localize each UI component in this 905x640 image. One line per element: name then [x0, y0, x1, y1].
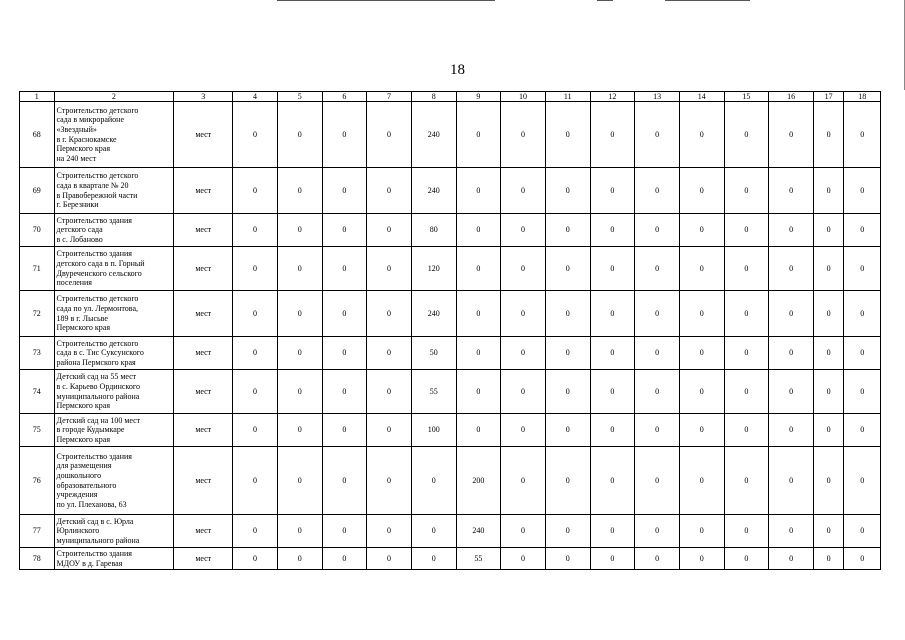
object-name: Строительство здания детского сада в п. Горный Двуреченского сельского поселения — [54, 247, 174, 291]
value-cell: 0 — [277, 102, 322, 168]
value-cell: 0 — [501, 414, 546, 447]
unit-cell: мест — [174, 414, 233, 447]
value-cell: 0 — [456, 214, 501, 247]
value-cell: 0 — [277, 247, 322, 291]
value-cell: 0 — [233, 214, 278, 247]
object-name: Строительство детского сада по ул. Лермонтова, 189 в г. Лысьве Пермского края — [54, 291, 174, 337]
value-cell: 0 — [501, 370, 546, 414]
value-cell: 0 — [769, 291, 814, 337]
value-cell: 0 — [844, 168, 881, 214]
row-number: 71 — [20, 247, 55, 291]
row-number: 75 — [20, 414, 55, 447]
column-header: 17 — [813, 92, 843, 102]
value-cell: 0 — [501, 214, 546, 247]
row-number: 74 — [20, 370, 55, 414]
value-cell: 0 — [277, 291, 322, 337]
value-cell: 0 — [813, 214, 843, 247]
value-cell: 0 — [456, 247, 501, 291]
value-cell: 0 — [233, 247, 278, 291]
unit-cell: мест — [174, 548, 233, 570]
value-cell: 100 — [411, 414, 456, 447]
column-header: 1 — [20, 92, 55, 102]
value-cell: 0 — [813, 447, 843, 515]
value-cell: 0 — [590, 214, 635, 247]
value-cell: 0 — [590, 291, 635, 337]
row-number: 77 — [20, 515, 55, 548]
value-cell: 0 — [769, 337, 814, 370]
value-cell: 0 — [322, 247, 367, 291]
value-cell: 0 — [501, 337, 546, 370]
value-cell: 0 — [233, 168, 278, 214]
value-cell: 0 — [411, 515, 456, 548]
unit-cell: мест — [174, 247, 233, 291]
value-cell: 0 — [844, 247, 881, 291]
value-cell: 0 — [769, 214, 814, 247]
unit-cell: мест — [174, 447, 233, 515]
value-cell: 0 — [233, 447, 278, 515]
value-cell: 0 — [501, 102, 546, 168]
column-header: 9 — [456, 92, 501, 102]
column-header: 6 — [322, 92, 367, 102]
value-cell: 0 — [844, 548, 881, 570]
value-cell: 0 — [679, 370, 724, 414]
value-cell: 240 — [411, 168, 456, 214]
row-number: 70 — [20, 214, 55, 247]
value-cell: 0 — [813, 247, 843, 291]
value-cell: 0 — [724, 291, 769, 337]
value-cell: 0 — [769, 548, 814, 570]
value-cell: 0 — [813, 548, 843, 570]
value-cell: 0 — [545, 214, 590, 247]
value-cell: 0 — [679, 214, 724, 247]
value-cell: 0 — [277, 214, 322, 247]
value-cell: 0 — [545, 291, 590, 337]
unit-cell: мест — [174, 337, 233, 370]
value-cell: 0 — [545, 168, 590, 214]
value-cell: 0 — [367, 337, 412, 370]
column-header: 16 — [769, 92, 814, 102]
unit-cell: мест — [174, 291, 233, 337]
value-cell: 0 — [679, 447, 724, 515]
value-cell: 0 — [545, 247, 590, 291]
value-cell: 0 — [456, 337, 501, 370]
value-cell: 0 — [635, 548, 680, 570]
value-cell: 0 — [545, 548, 590, 570]
column-header: 13 — [635, 92, 680, 102]
header-row — [20, 92, 881, 102]
value-cell: 0 — [724, 414, 769, 447]
object-name: Строительство детского сада в квартале № 20 в Правобережной части г. Березники — [54, 168, 174, 214]
row-number: 72 — [20, 291, 55, 337]
object-name: Строительство здания детского сада в с. Лобаново — [54, 214, 174, 247]
unit-cell: мест — [174, 102, 233, 168]
value-cell: 0 — [844, 291, 881, 337]
row-number: 69 — [20, 168, 55, 214]
value-cell: 0 — [724, 168, 769, 214]
table-row — [20, 214, 881, 247]
value-cell: 0 — [635, 447, 680, 515]
object-name: Строительство детского сада в с. Тис Суксунского района Пермского края — [54, 337, 174, 370]
value-cell: 0 — [724, 337, 769, 370]
value-cell: 0 — [844, 337, 881, 370]
top-rule-mid — [597, 0, 613, 1]
value-cell: 0 — [844, 515, 881, 548]
value-cell: 0 — [501, 515, 546, 548]
value-cell: 0 — [769, 247, 814, 291]
column-header: 11 — [545, 92, 590, 102]
value-cell: 0 — [367, 247, 412, 291]
value-cell: 0 — [769, 515, 814, 548]
object-name: Детский сад на 100 мест в городе Кудымкаре Пермского края — [54, 414, 174, 447]
value-cell: 55 — [456, 548, 501, 570]
value-cell: 0 — [635, 414, 680, 447]
column-header: 12 — [590, 92, 635, 102]
object-name: Строительство детского сада в микрорайоне «Звездный» в г. Краснокамске Пермского края на 240 мест — [54, 102, 174, 168]
value-cell: 240 — [411, 102, 456, 168]
value-cell: 0 — [233, 414, 278, 447]
table-row — [20, 515, 881, 548]
value-cell: 0 — [813, 337, 843, 370]
value-cell: 240 — [456, 515, 501, 548]
value-cell: 0 — [769, 447, 814, 515]
value-cell: 0 — [679, 102, 724, 168]
value-cell: 0 — [590, 515, 635, 548]
value-cell: 0 — [844, 214, 881, 247]
object-name: Детский сад в с. Юрла Юрлинского муниципального района — [54, 515, 174, 548]
value-cell: 0 — [679, 414, 724, 447]
unit-cell: мест — [174, 370, 233, 414]
column-header: 8 — [411, 92, 456, 102]
value-cell: 0 — [501, 447, 546, 515]
value-cell: 0 — [844, 102, 881, 168]
value-cell: 0 — [322, 214, 367, 247]
value-cell: 0 — [233, 337, 278, 370]
value-cell: 0 — [322, 291, 367, 337]
value-cell: 0 — [277, 168, 322, 214]
value-cell: 120 — [411, 247, 456, 291]
value-cell: 0 — [679, 515, 724, 548]
value-cell: 0 — [813, 102, 843, 168]
value-cell: 0 — [590, 548, 635, 570]
column-header: 5 — [277, 92, 322, 102]
value-cell: 0 — [277, 414, 322, 447]
top-rule-right — [665, 0, 750, 1]
page-number: 18 — [450, 62, 465, 78]
unit-cell: мест — [174, 168, 233, 214]
value-cell: 0 — [679, 548, 724, 570]
data-table — [19, 91, 881, 570]
value-cell: 0 — [367, 102, 412, 168]
value-cell: 0 — [635, 370, 680, 414]
column-header: 15 — [724, 92, 769, 102]
value-cell: 0 — [233, 548, 278, 570]
value-cell: 0 — [277, 447, 322, 515]
value-cell: 0 — [411, 548, 456, 570]
unit-cell: мест — [174, 214, 233, 247]
table-row — [20, 447, 881, 515]
value-cell: 0 — [679, 168, 724, 214]
value-cell: 0 — [679, 337, 724, 370]
value-cell: 0 — [590, 247, 635, 291]
table-row — [20, 291, 881, 337]
value-cell: 0 — [411, 447, 456, 515]
value-cell: 0 — [724, 102, 769, 168]
table-row — [20, 370, 881, 414]
value-cell: 0 — [635, 515, 680, 548]
value-cell: 0 — [367, 291, 412, 337]
column-header: 10 — [501, 92, 546, 102]
value-cell: 0 — [844, 414, 881, 447]
row-number: 78 — [20, 548, 55, 570]
value-cell: 0 — [322, 370, 367, 414]
column-header: 7 — [367, 92, 412, 102]
value-cell: 0 — [322, 515, 367, 548]
value-cell: 0 — [635, 291, 680, 337]
row-number: 68 — [20, 102, 55, 168]
value-cell: 0 — [277, 548, 322, 570]
table-row — [20, 548, 881, 570]
value-cell: 0 — [501, 168, 546, 214]
value-cell: 0 — [844, 370, 881, 414]
column-header: 18 — [844, 92, 881, 102]
value-cell: 55 — [411, 370, 456, 414]
value-cell: 0 — [233, 515, 278, 548]
object-name: Детский сад на 55 мест в с. Карьево Ординского муниципального района Пермского края — [54, 370, 174, 414]
value-cell: 0 — [233, 370, 278, 414]
column-header: 14 — [679, 92, 724, 102]
table-row — [20, 168, 881, 214]
top-rule-left — [277, 0, 495, 1]
value-cell: 0 — [456, 370, 501, 414]
value-cell: 0 — [367, 414, 412, 447]
value-cell: 0 — [456, 168, 501, 214]
value-cell: 0 — [590, 337, 635, 370]
unit-cell: мест — [174, 515, 233, 548]
value-cell: 0 — [456, 291, 501, 337]
value-cell: 0 — [545, 337, 590, 370]
value-cell: 0 — [322, 548, 367, 570]
value-cell: 0 — [545, 370, 590, 414]
value-cell: 0 — [545, 414, 590, 447]
value-cell: 0 — [590, 414, 635, 447]
value-cell: 0 — [367, 548, 412, 570]
value-cell: 0 — [322, 168, 367, 214]
value-cell: 0 — [679, 291, 724, 337]
value-cell: 0 — [367, 168, 412, 214]
value-cell: 0 — [813, 370, 843, 414]
value-cell: 0 — [724, 247, 769, 291]
value-cell: 0 — [501, 548, 546, 570]
value-cell: 0 — [545, 515, 590, 548]
value-cell: 0 — [456, 414, 501, 447]
value-cell: 0 — [635, 214, 680, 247]
table-row — [20, 247, 881, 291]
value-cell: 200 — [456, 447, 501, 515]
row-number: 73 — [20, 337, 55, 370]
value-cell: 0 — [277, 370, 322, 414]
value-cell: 0 — [769, 414, 814, 447]
value-cell: 0 — [724, 370, 769, 414]
value-cell: 0 — [322, 102, 367, 168]
value-cell: 0 — [813, 414, 843, 447]
value-cell: 0 — [590, 370, 635, 414]
value-cell: 0 — [813, 291, 843, 337]
object-name: Строительство здания МДОУ в д. Гаревая — [54, 548, 174, 570]
value-cell: 0 — [367, 370, 412, 414]
value-cell: 0 — [844, 447, 881, 515]
value-cell: 0 — [590, 102, 635, 168]
value-cell: 80 — [411, 214, 456, 247]
value-cell: 0 — [635, 247, 680, 291]
value-cell: 240 — [411, 291, 456, 337]
value-cell: 0 — [233, 291, 278, 337]
value-cell: 0 — [233, 102, 278, 168]
value-cell: 0 — [679, 247, 724, 291]
value-cell: 0 — [501, 247, 546, 291]
value-cell: 0 — [456, 102, 501, 168]
value-cell: 0 — [635, 102, 680, 168]
value-cell: 0 — [724, 447, 769, 515]
column-header: 4 — [233, 92, 278, 102]
row-number: 76 — [20, 447, 55, 515]
value-cell: 0 — [769, 370, 814, 414]
value-cell: 0 — [769, 168, 814, 214]
column-header: 3 — [174, 92, 233, 102]
value-cell: 0 — [367, 447, 412, 515]
value-cell: 0 — [813, 515, 843, 548]
table-row — [20, 102, 881, 168]
value-cell: 0 — [322, 447, 367, 515]
value-cell: 0 — [501, 291, 546, 337]
value-cell: 0 — [635, 168, 680, 214]
table-row — [20, 337, 881, 370]
value-cell: 0 — [724, 214, 769, 247]
value-cell: 0 — [367, 515, 412, 548]
value-cell: 0 — [590, 447, 635, 515]
column-header: 2 — [54, 92, 174, 102]
value-cell: 0 — [724, 548, 769, 570]
value-cell: 0 — [322, 337, 367, 370]
value-cell: 0 — [813, 168, 843, 214]
value-cell: 0 — [367, 214, 412, 247]
value-cell: 0 — [724, 515, 769, 548]
table-row — [20, 414, 881, 447]
value-cell: 0 — [277, 337, 322, 370]
value-cell: 0 — [277, 515, 322, 548]
value-cell: 0 — [322, 414, 367, 447]
value-cell: 50 — [411, 337, 456, 370]
object-name: Строительство здания для размещения дошкольного образовательного учреждения по ул. Плеханова, 63 — [54, 447, 174, 515]
value-cell: 0 — [545, 447, 590, 515]
value-cell: 0 — [635, 337, 680, 370]
value-cell: 0 — [769, 102, 814, 168]
value-cell: 0 — [545, 102, 590, 168]
value-cell: 0 — [590, 168, 635, 214]
